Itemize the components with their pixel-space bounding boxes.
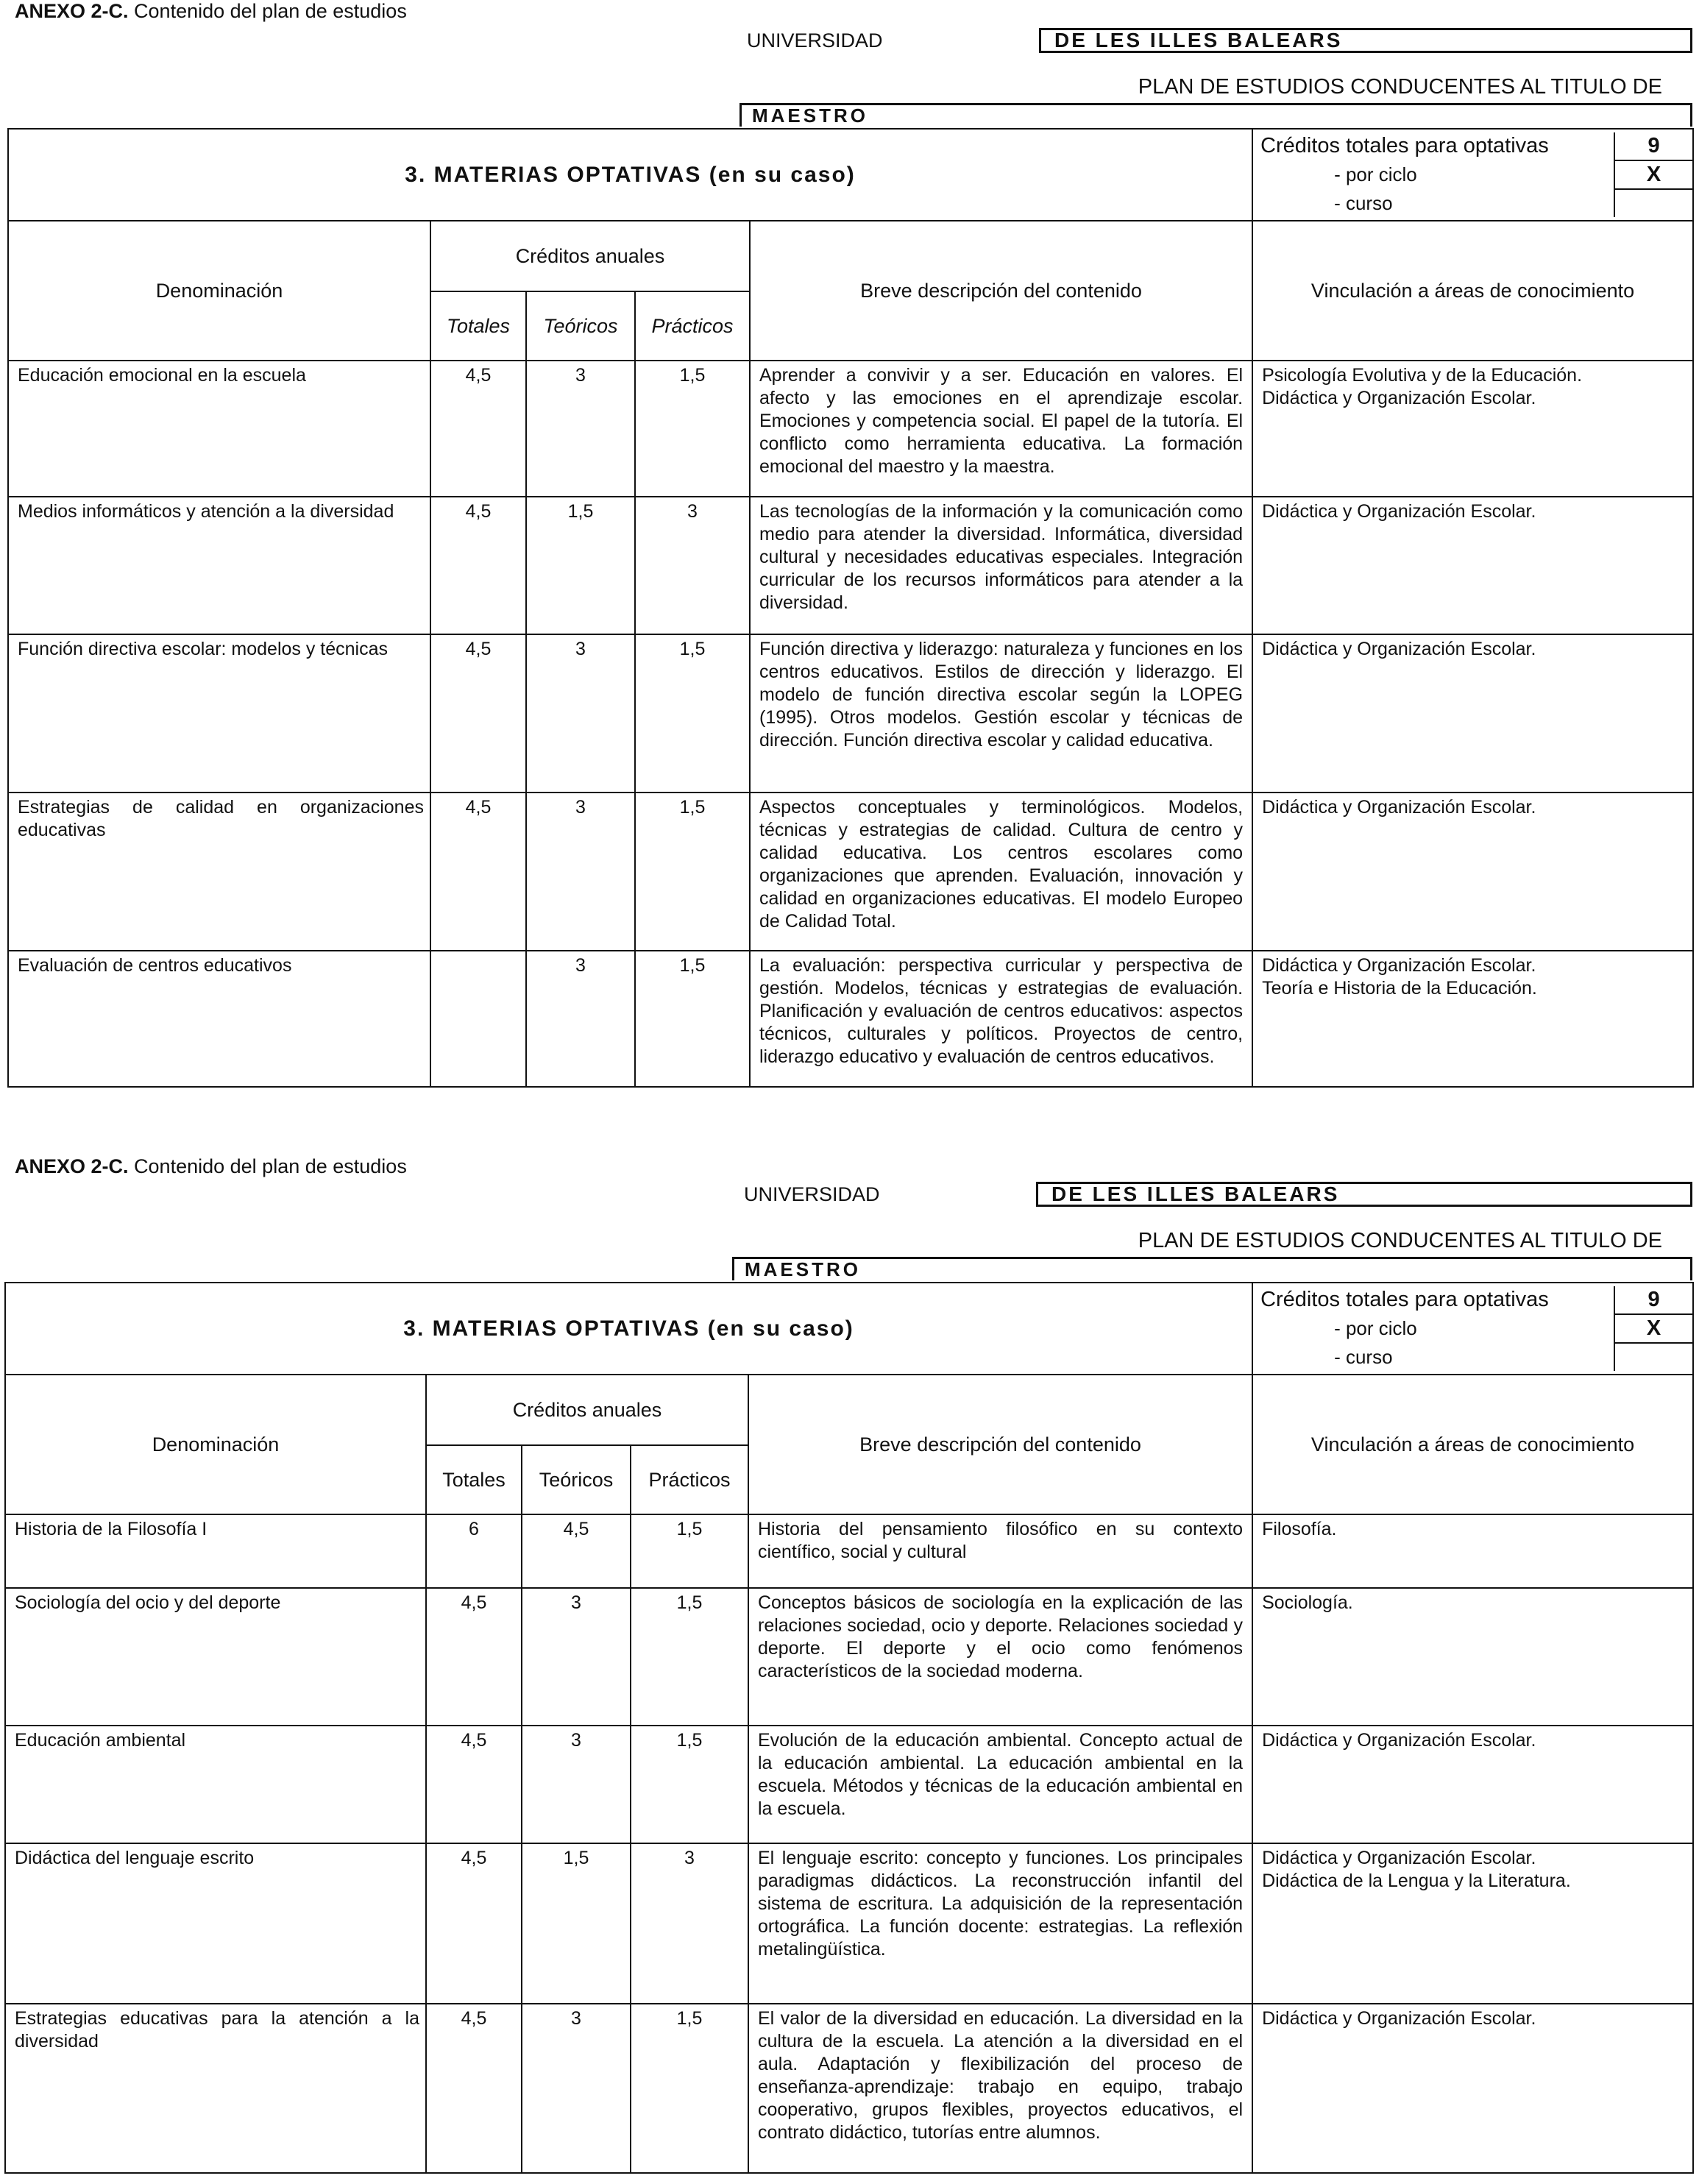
knowledge-areas [1252, 361, 1693, 497]
col-areas: Vinculación a áreas de conocimiento [1252, 221, 1693, 361]
per-cycle-label: - por ciclo [1334, 163, 1417, 185]
col-description: Breve descripción del contenido [748, 1375, 1252, 1514]
knowledge-area: Psicología Evolutiva y de la Educación. [1262, 365, 1583, 386]
col-total: Totales [426, 1445, 522, 1514]
credits-theory: 3 [522, 1726, 631, 1843]
credits-practice: 1,5 [631, 1514, 748, 1588]
section-header-row [5, 1283, 1693, 1375]
subject-description: Evolución de la educación ambiental. Concepto actual de la educación ambiental. La educación ambiental en la escuela. Métodos y técnicas de la educación ambiental en la escuela. [748, 1726, 1252, 1843]
col-theory: Teóricos [522, 1445, 631, 1514]
credits-theory: 4,5 [522, 1514, 631, 1588]
credits-total: 4,5 [430, 361, 526, 497]
col-total: Totales [430, 291, 526, 361]
col-description: Breve descripción del contenido [750, 221, 1252, 361]
knowledge-area: Didáctica y Organización Escolar. [1262, 388, 1536, 408]
knowledge-area: Didáctica y Organización Escolar. [1262, 1730, 1536, 1751]
knowledge-areas [1252, 1726, 1693, 1843]
plan-label: PLAN DE ESTUDIOS CONDUCENTES AL TITULO DE [1138, 1229, 1662, 1252]
credits-total-label: Créditos totales para optativas [1260, 134, 1549, 157]
annex-label: ANEXO 2-C. [15, 1155, 129, 1177]
table-row [5, 1514, 1693, 1588]
sheet-1 [0, 0, 1699, 1089]
credits-practice: 1,5 [635, 361, 750, 497]
credits-theory: 3 [522, 1588, 631, 1726]
knowledge-areas [1252, 1843, 1693, 2004]
table-row [8, 497, 1693, 634]
subject-name: Evaluación de centros educativos [8, 951, 430, 1087]
credits-theory: 3 [522, 2004, 631, 2173]
knowledge-area: Didáctica y Organización Escolar. [1262, 797, 1536, 818]
subject-description: Historia del pensamiento filosófico en su contexto científico, social y cultural [748, 1514, 1252, 1588]
credits-summary [1252, 129, 1693, 221]
table-row [8, 951, 1693, 1087]
sheet-2 [0, 1155, 1699, 2184]
subject-name: Sociología del ocio y del deporte [5, 1588, 426, 1726]
credits-practice: 1,5 [631, 1726, 748, 1843]
credits-total-value: 9 [1614, 132, 1692, 161]
col-practice: Prácticos [631, 1445, 748, 1514]
subject-name: Estrategias educativas para la atención a la diversidad [5, 2004, 426, 2173]
credits-practice: 1,5 [631, 1588, 748, 1726]
per-cycle-label: - por ciclo [1334, 1317, 1417, 1339]
annex-text: Contenido del plan de estudios [134, 0, 407, 22]
table-row [5, 1843, 1693, 2004]
col-practice: Prácticos [635, 291, 750, 361]
credits-theory: 3 [526, 634, 635, 793]
optional-subjects-table [4, 1282, 1694, 2174]
annex-label: ANEXO 2-C. [15, 0, 129, 22]
col-areas: Vinculación a áreas de conocimiento [1252, 1375, 1693, 1514]
per-course-label: - curso [1334, 192, 1393, 214]
credits-theory: 1,5 [522, 1843, 631, 2004]
col-name: Denominación [8, 221, 430, 361]
optional-subjects-table [7, 128, 1694, 1088]
knowledge-areas [1252, 1514, 1693, 1588]
table-row [8, 361, 1693, 497]
per-course-label: - curso [1334, 1346, 1393, 1368]
credits-total: 4,5 [426, 1726, 522, 1843]
subject-name: Educación ambiental [5, 1726, 426, 1843]
subject-description: Aprender a convivir y a ser. Educación en valores. El afecto y las emociones en el aprendizaje escolar. Emociones y competencia social. El papel de la tutoría. El conflicto como herramienta educativa. La formación emocional del maestro y la maestra. [750, 361, 1252, 497]
knowledge-area: Filosofía. [1262, 1519, 1337, 1539]
subject-name: Estrategias de calidad en organizaciones educativas [8, 793, 430, 951]
section-header-row [8, 129, 1693, 221]
university-name: DE LES ILLES BALEARS [1036, 1182, 1692, 1207]
col-credits-group: Créditos anuales [426, 1375, 748, 1445]
knowledge-area: Didáctica y Organización Escolar. [1262, 2008, 1536, 2029]
subject-name: Historia de la Filosofía I [5, 1514, 426, 1588]
credits-total-label: Créditos totales para optativas [1260, 1288, 1549, 1311]
subject-description: Las tecnologías de la información y la comunicación como medio para atender la diversidad. Informática, diversidad cultural y necesidades educativas especiales. Integración curricular de los recursos informáticos para atender a la diversidad. [750, 497, 1252, 634]
annex-text: Contenido del plan de estudios [134, 1155, 407, 1177]
degree-title: MAESTRO [739, 103, 1692, 127]
credits-practice: 1,5 [635, 793, 750, 951]
credits-total-value: 9 [1614, 1286, 1692, 1315]
subject-description: El lenguaje escrito: concepto y funciones. Los principales paradigmas didácticos. La reconstrucción infantil del sistema de escritura. La adquisición de la representación ortográfica. La función docente: estrategias. La reflexión metalingüística. [748, 1843, 1252, 2004]
table-row [5, 1726, 1693, 1843]
credits-practice: 1,5 [635, 951, 750, 1087]
subject-description: La evaluación: perspectiva curricular y perspectiva de gestión. Modelos, técnicas y estrategias de evaluación. Planificación y evaluación de centros educativos: aspectos técnicos, culturales y políticos. Proyectos de centro, liderazgo educativo y evaluación de centros educativos. [750, 951, 1252, 1087]
knowledge-areas [1252, 793, 1693, 951]
knowledge-areas [1252, 634, 1693, 793]
credits-practice: 1,5 [635, 634, 750, 793]
column-header-row [5, 1375, 1693, 1445]
subject-description: Aspectos conceptuales y terminológicos. Modelos, técnicas y estrategias de calidad. Cultura de centro y calidad educativa. Los centros escolares como organizaciones que aprenden. Evaluación, innovación y calidad en organizaciones educativas. El modelo Europeo de Calidad Total. [750, 793, 1252, 951]
table-row [8, 793, 1693, 951]
credits-total: 4,5 [430, 793, 526, 951]
credits-practice: 3 [631, 1843, 748, 2004]
credits-practice: 3 [635, 497, 750, 634]
section-title: 3. MATERIAS OPTATIVAS (en su caso) [5, 1283, 1252, 1375]
subject-name: Medios informáticos y atención a la diversidad [8, 497, 430, 634]
knowledge-area: Didáctica y Organización Escolar. [1262, 639, 1536, 659]
subject-name: Función directiva escolar: modelos y técnicas [8, 634, 430, 793]
subject-name: Didáctica del lenguaje escrito [5, 1843, 426, 2004]
credits-total: 4,5 [430, 634, 526, 793]
plan-label: PLAN DE ESTUDIOS CONDUCENTES AL TITULO DE [1138, 75, 1662, 99]
subject-description: Función directiva y liderazgo: naturaleza y funciones en los centros educativos. Estilos de dirección y liderazgo. El modelo de función directiva escolar según la LOPEG (1995). Otros modelos. Gestión escolar y técnicas de dirección. Función directiva escolar y calidad educativa. [750, 634, 1252, 793]
knowledge-areas [1252, 2004, 1693, 2173]
knowledge-area: Didáctica y Organización Escolar. [1262, 501, 1536, 522]
credits-total: 4,5 [426, 2004, 522, 2173]
col-credits-group: Créditos anuales [430, 221, 750, 291]
knowledge-area: Sociología. [1262, 1592, 1353, 1613]
annex-title [15, 1155, 407, 1178]
degree-title: MAESTRO [732, 1257, 1692, 1280]
annex-title [15, 0, 407, 23]
credits-theory: 1,5 [526, 497, 635, 634]
credits-total: 6 [426, 1514, 522, 1588]
knowledge-areas [1252, 497, 1693, 634]
knowledge-area: Didáctica y Organización Escolar. [1262, 955, 1536, 976]
university-label: UNIVERSIDAD [744, 1183, 880, 1205]
credits-total [430, 951, 526, 1087]
table-row [8, 634, 1693, 793]
section-title: 3. MATERIAS OPTATIVAS (en su caso) [8, 129, 1252, 221]
credits-theory: 3 [526, 361, 635, 497]
credits-total: 4,5 [426, 1588, 522, 1726]
credits-total: 4,5 [430, 497, 526, 634]
subject-description: Conceptos básicos de sociología en la explicación de las relaciones sociedad, ocio y deporte. Relaciones sociedad y deporte. El deporte y el ocio como fenómenos característicos de la sociedad moderna. [748, 1588, 1252, 1726]
credits-total: 4,5 [426, 1843, 522, 2004]
knowledge-area: Teoría e Historia de la Educación. [1262, 978, 1537, 999]
col-theory: Teóricos [526, 291, 635, 361]
per-cycle-value: X [1614, 161, 1692, 190]
credits-theory: 3 [526, 951, 635, 1087]
knowledge-areas [1252, 1588, 1693, 1726]
university-label: UNIVERSIDAD [747, 29, 883, 52]
knowledge-area: Didáctica de la Lengua y la Literatura. [1262, 1871, 1571, 1891]
table-row [5, 2004, 1693, 2173]
credits-practice: 1,5 [631, 2004, 748, 2173]
subject-name: Educación emocional en la escuela [8, 361, 430, 497]
per-cycle-value: X [1614, 1315, 1692, 1344]
per-course-value [1614, 190, 1692, 217]
col-name: Denominación [5, 1375, 426, 1514]
university-name: DE LES ILLES BALEARS [1039, 28, 1692, 53]
credits-summary [1252, 1283, 1693, 1375]
subject-description: El valor de la diversidad en educación. La diversidad en la cultura de la escuela. La atención a la diversidad en el aula. Adaptación y flexibilización del proceso de enseñanza-aprendizaje: trabajo en equipo, trabajo cooperativo, grupos flexibles, proyectos educativos, el contrato didáctico, tutorías entre alumnos. [748, 2004, 1252, 2173]
credits-theory: 3 [526, 793, 635, 951]
table-row [5, 1588, 1693, 1726]
knowledge-areas [1252, 951, 1693, 1087]
per-course-value [1614, 1344, 1692, 1371]
column-header-row [8, 221, 1693, 291]
knowledge-area: Didáctica y Organización Escolar. [1262, 1848, 1536, 1868]
